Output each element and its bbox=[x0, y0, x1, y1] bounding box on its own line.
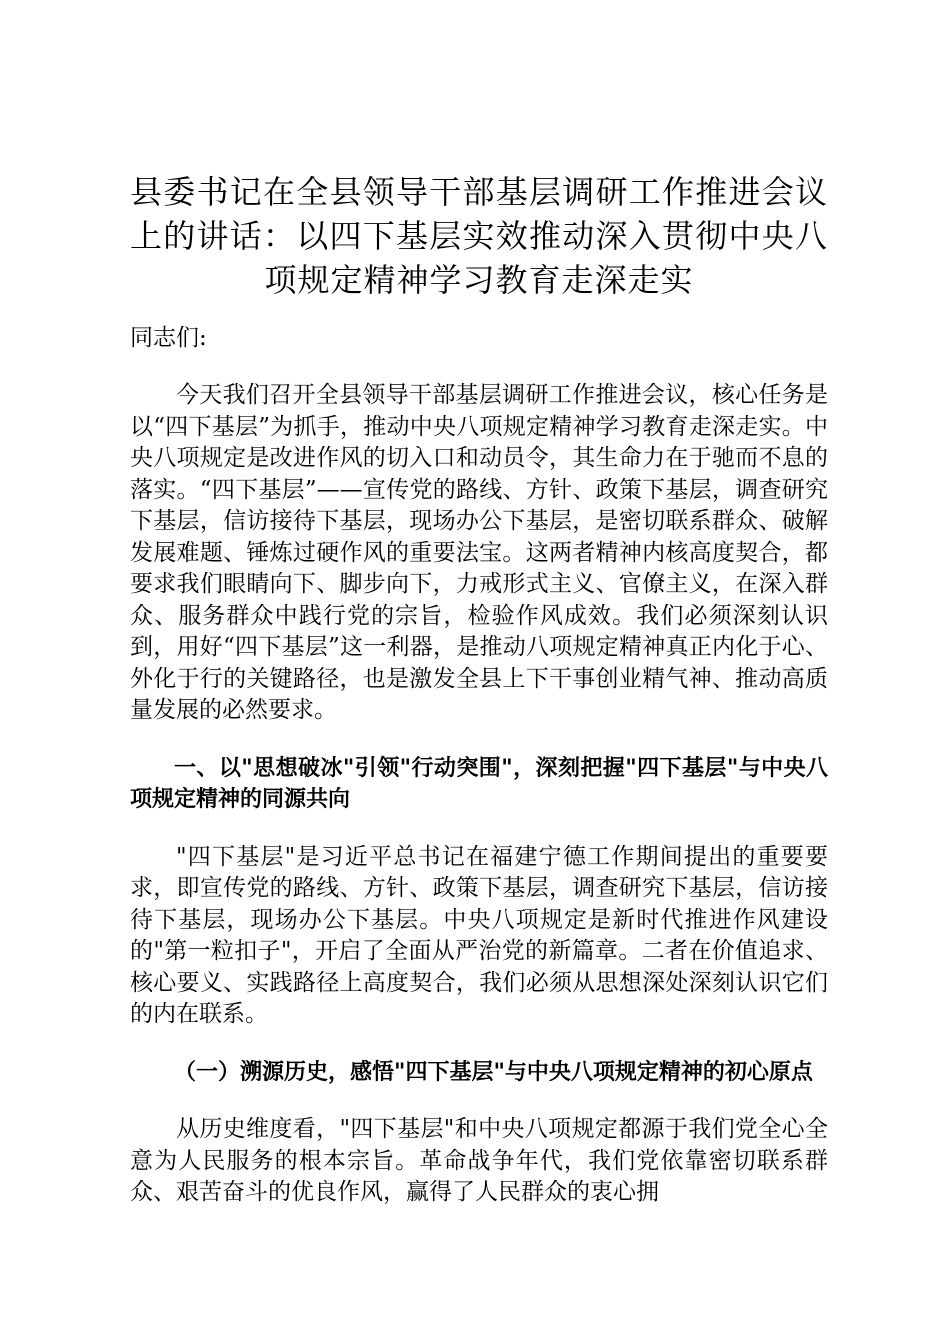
document-title: 县委书记在全县领导干部基层调研工作推进会议上的讲话：以四下基层实效推动深入贯彻中央八项规定精神学习教育走深走实 bbox=[130, 173, 828, 299]
paragraph-subsection-1: 从历史维度看，"四下基层"和中央八项规定都源于我们党全心全意为人民服务的根本宗旨。革命战争年代，我们党依靠密切联系群众、艰苦奋斗的优良作风，赢得了人民群众的衷心拥 bbox=[130, 1116, 828, 1205]
salutation: 同志们: bbox=[130, 325, 207, 351]
section-heading-1: 一、以"思想破冰"引领"行动突围"，深刻把握"四下基层"与中央八项规定精神的同源共向 bbox=[130, 755, 828, 812]
paragraph-intro: 今天我们召开全县领导干部基层调研工作推进会议，核心任务是以“四下基层”为抓手，推动中央八项规定精神学习教育走深走实。中央八项规定是改进作风的切入口和动员令，其生命力在于驰而不息的落实。“四下基层”——宣传党的路线、方针、政策下基层，调查研究下基层，信访接待下基层，现场办公下基层，是密切联系群众、破解发展难题、锤炼过硬作风的重要法宝。这两者精神内核高度契合，都要求我们眼睛向下、脚步向下，力戒形式主义、官僚主义，在深入群众、服务群众中践行党的宗旨，检验作风成效。我们必须深刻认识到，用好“四下基层”这一利器，是推动八项规定精神真正内化于心、外化于行的关键路径，也是激发全县上下干事创业精气神、推动高质量发展的必然要求。 bbox=[130, 382, 828, 723]
document-body bbox=[130, 170, 828, 1209]
subsection-heading-1: （一）溯源历史，感悟"四下基层"与中央八项规定精神的初心原点 bbox=[174, 1059, 813, 1085]
paragraph-section-1: "四下基层"是习近平总书记在福建宁德工作期间提出的重要要求，即宣传党的路线、方针、政策下基层，调查研究下基层，信访接待下基层，现场办公下基层。中央八项规定是新时代推进作风建设的"第一粒扣子"，开启了全面从严治党的新篇章。二者在价值追求、核心要义、实践路径上高度契合，我们必须从思想深处深刻认识它们的内在联系。 bbox=[130, 843, 828, 1027]
